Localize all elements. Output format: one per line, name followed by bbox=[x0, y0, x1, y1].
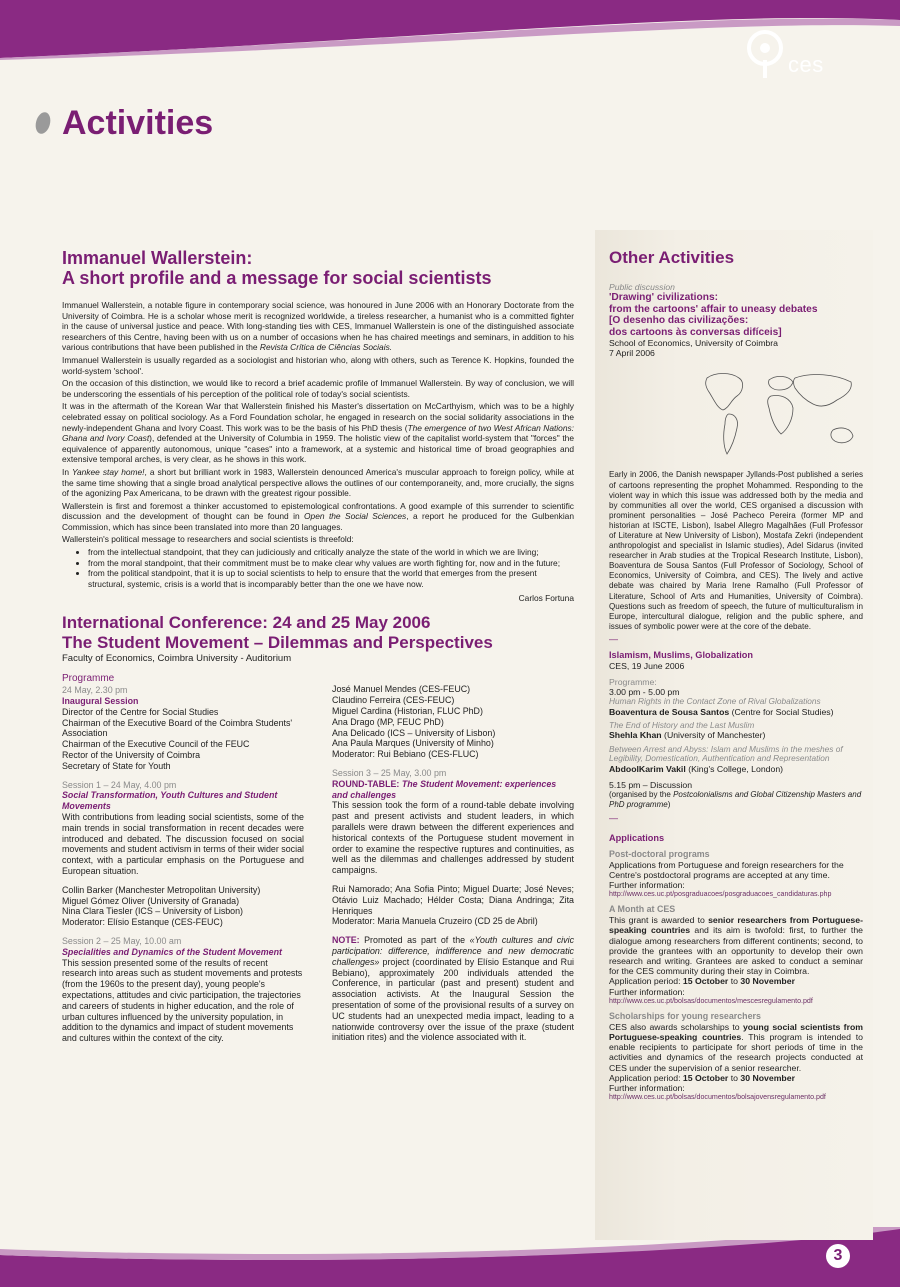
session-description: This session took the form of a round-table debate involving past and present activists and student leaders, in which parallels were drawn between the different experiences and historical contexts of the Portuguese student movement in order to examine the respective ruptures and continuities, as well as the dilemmas and challenges addressed by student campaigns. bbox=[332, 800, 574, 876]
participant: José Manuel Mendes (CES-FEUC) bbox=[332, 684, 471, 695]
participant: Claudino Ferreira (CES-FEUC) bbox=[332, 695, 455, 706]
profile-paragraph: Wallerstein's political message to researchers and social scientists is threefold: bbox=[62, 534, 354, 545]
session-date: Session 2 – 25 May, 10.00 am bbox=[62, 935, 182, 946]
session-title: Social Transformation, Youth Cultures and Student Movements bbox=[62, 790, 278, 812]
event-description: Early in 2006, the Danish newspaper Jyllands-Post published a series of cartoons representing the prophet Mohammed. Responding to the violent way in which this issue was addressed both by the media and by communities all over the world, CES organised a discussion with prominent personalities – José Pacheco Pereira (former MP and historian at ISCTE, Lisbon), Isabel Allegro Magalhães (Full Professor of Literature at New University of Lisbon), Mostafa Zekri (independent anthropologist and specialist in Islamic studies), Adel Sidarus (invited researcher in Arab studies at the Tropical Research Institute, Lisbon), Boaventura de Sousa Santos (Full Professor of Sociology, School of Economics, University of Coimbra, and CES). The lively and active debate was chaired by Maria Irene Ramalho (Full Professor of Literature, School of Arts and Humanities, University of Coimbra). Questions such as freedom of speech, the future of multiculturalism in Europe, intercultural dialogue, religion and the public sphere, and issues of symbolic power were at the core of the debate. bbox=[609, 470, 863, 631]
session-title: ROUND-TABLE: The Student Movement: experiences and challenges bbox=[332, 778, 557, 800]
profile-paragraph: Wallerstein is first and foremost a thinker accustomed to epistemological confrontations. A good example of this surrender to scientific discussion and the development of thought can be found in Open the Social Sciences, a report he produced for the Gulbenkian Commission, which has since been translated into more than 20 languages. bbox=[62, 500, 575, 532]
participant: Ana Delicado (ICS – University of Lisbon) bbox=[332, 727, 496, 738]
program-description: This grant is awarded to senior researchers from Portuguese-speaking countries and its aim is twofold: first, to further the dialogue among researchers from different continents; second, to provide the grantees with an opportunity to develop their own research and writing. Grantees are asked to conduct a seminar for the CES community during their stay in Coimbra. bbox=[609, 915, 863, 977]
participant: Moderator: Elísio Estanque (CES-FEUC) bbox=[62, 917, 223, 928]
event-title: 'Drawing' civilizations: from the cartoons' affair to uneasy debates [O desenho das civilizações: dos cartoons às conversas difíceis] bbox=[609, 292, 818, 338]
main-column bbox=[62, 248, 574, 1044]
program-title: Post-doctoral programs bbox=[609, 848, 710, 859]
message-list bbox=[62, 547, 574, 589]
program-title: A Month at CES bbox=[609, 904, 676, 915]
list-item: • from the moral standpoint, that their commitment must be to make clear why values are worth fighting for, now and in the future; bbox=[88, 558, 574, 569]
profile-paragraph: It was in the aftermath of the Korean War that Wallerstein finished his Master's dissertation on McCarthyism, which was to be a highly celebrated essay on political sociology. As a Ford Foundation scholar, he engaged in research on the social solidarity associations in the newly-independent Ghana and Ivory Coast. This work was to be the basis of his PhD thesis (The emergence of two West African Nations: Ghana and Ivory Coast), defended at the University of Columbia in 1959. The holistic view of the capitalist world-system that "forces" the equivalence of apparently autonomous, unique "cases" into a framework, at a systemic and historical time of broad geographies and extensive temporal arches, is very clear, as he shows in this work. bbox=[62, 401, 574, 465]
speaker: AbdoolKarim Vakil (King's College, London) bbox=[609, 763, 784, 774]
conference-venue: Faculty of Economics, Coimbra University - Auditorium bbox=[62, 653, 292, 665]
session-date: Session 1 – 24 May, 4.00 pm bbox=[62, 779, 177, 790]
talk-title: Between Arrest and Abyss: Islam and Muslims in the meshes of Legibility, Domestication, Authentication and Representation bbox=[609, 743, 843, 764]
other-activities-heading: Other Activities bbox=[609, 248, 735, 267]
participant: Collin Barker (Manchester Metropolitan University) bbox=[62, 884, 261, 895]
participant: Ana Drago (MP, FEUC PhD) bbox=[332, 716, 444, 727]
conference-heading: International Conference: 24 and 25 May 2006 The Student Movement – Dilemmas and Perspectives bbox=[62, 613, 493, 653]
scholarship-link[interactable]: http://www.ces.uc.pt/bolsas/documentos/bolsajovensregulamento.pdf bbox=[609, 1093, 826, 1102]
programme-column-left bbox=[62, 674, 304, 1044]
participant: Nina Clara Tiesler (ICS – University of Lisbon) bbox=[62, 906, 244, 917]
participant: Miguel Gómez Oliver (University of Granada) bbox=[62, 895, 240, 906]
author-signature: Carlos Fortuna bbox=[518, 593, 574, 604]
applications-heading: Applications bbox=[609, 832, 665, 843]
session-title: Inaugural Session bbox=[62, 696, 139, 707]
session-date: 24 May, 2.30 pm bbox=[62, 685, 128, 696]
profile-paragraph: Immanuel Wallerstein, a notable figure in contemporary social science, was honoured in June 2006 with an Honorary Doctorate from the University of Coimbra. He is a scholar whose merit is recognized worldwide, a tireless researcher, a humanist who is a committed fighter in the cause of universal justice and peace. With long-standing ties with CES, Immanuel Wallerstein is one of the distinguished associate researchers of this Centre, having been with us on a number of occasions when he has chaired meetings and seminars, in addition to his various contributions that have been published in the Revista Crítica de Ciências Sociais. bbox=[62, 300, 574, 353]
participant: Ana Paula Marques (University of Minho) bbox=[332, 738, 494, 749]
program-description: Applications from Portuguese and foreign researchers for the Centre's postdoctoral programs are accepted at any time. bbox=[609, 859, 844, 880]
session-title: Specialities and Dynamics of the Student Movement bbox=[62, 946, 282, 957]
session-date: Session 3 – 25 May, 3.00 pm bbox=[332, 768, 447, 779]
talk-title: Human Rights in the Contact Zone of Rival Globalizations bbox=[609, 696, 821, 707]
participant: Chairman of the Executive Board of the Coimbra Students' Association bbox=[62, 717, 293, 739]
world-map-icon bbox=[701, 364, 861, 464]
programme-label: Programme: bbox=[609, 676, 657, 687]
leaf-bullet-icon bbox=[33, 110, 53, 136]
profile-heading: Immanuel Wallerstein: A short profile and a message for social scientists bbox=[62, 248, 492, 288]
ces-logo-text: ces bbox=[788, 52, 824, 77]
participants-list: Rui Namorado; Ana Sofia Pinto; Miguel Duarte; José Neves; Otávio Luiz Machado; Hélder Costa; Diana Andringa; Zita Henriques bbox=[332, 883, 574, 916]
separator: — bbox=[609, 812, 618, 823]
postdoc-link[interactable]: http://www.ces.uc.pt/posgraduacoes/posgraduacoes_candidaturas.php bbox=[609, 890, 832, 899]
event-venue: School of Economics, University of Coimbra bbox=[609, 338, 778, 348]
application-period: Application period: 15 October to 30 November bbox=[609, 976, 795, 987]
organiser-note: (organised by the Postcolonialisms and Global Citizenship Masters and PhD programme) bbox=[609, 790, 862, 810]
list-item: • from the intellectual standpoint, that they can judiciously and critically analyze the state of the world in which we are living; bbox=[88, 547, 574, 558]
participant: Moderator: Rui Bebiano (CES-FLUC) bbox=[332, 749, 479, 760]
profile-paragraph: In Yankee stay home!, a short but brilliant work in 1983, Wallerstein denounced America's muscular approach to foreign policy, while at the same time showing that a single broad analytical perspective allows the outlines of our contemporaneity, and, more crucially, the signs of the agonizing Pax Americana, to be drawn with the greatest rigour possible. bbox=[62, 466, 574, 499]
programme-label: Programme bbox=[62, 673, 115, 685]
participant: Chairman of the Executive Council of the FEUC bbox=[62, 739, 250, 750]
participant: Rector of the University of Coimbra bbox=[62, 750, 201, 761]
further-info-label: Further information: bbox=[609, 880, 685, 891]
event-time: 3.00 pm - 5.00 pm bbox=[609, 686, 680, 697]
event-time: 5.15 pm – Discussion bbox=[609, 780, 693, 790]
list-item: • from the political standpoint, that it is up to social scientists to help to ensure that the world that emerges from the present structural, systemic, crisis is a world that is incomparably better than the one we have now. bbox=[88, 568, 574, 589]
moderator: Moderator: Maria Manuela Cruzeiro (CD 25 de Abril) bbox=[332, 916, 538, 927]
further-info-label: Further information: bbox=[609, 986, 685, 997]
speaker: Boaventura de Sousa Santos (Centre for Social Studies) bbox=[609, 706, 834, 717]
program-description: CES also awards scholarships to young social scientists from Portuguese-speaking countries. This program is intended to enable recipients to participate for short periods of time in the activities and dynamics of the research projects conducted at CES under the supervision of a senior researcher. bbox=[609, 1021, 863, 1073]
programme-column-right bbox=[332, 674, 574, 1044]
talk-title: The End of History and the Last Muslim bbox=[609, 719, 755, 730]
session-description: This session presented some of the results of recent research into areas such as student movements and protests (from the 1960s to the present day), young people's expectations, attitudes and civic participation, the trajectories and careers of students in higher education, and the role of urban cultures influenced by the university population, in addition to the dynamics and impact of student movements and cultures within the context of the city. bbox=[62, 957, 303, 1044]
participant: Director of the Centre for Social Studies bbox=[62, 706, 219, 717]
page-number: 3 bbox=[826, 1244, 850, 1268]
application-period: Application period: 15 October to 30 November bbox=[609, 1072, 795, 1083]
session-description: With contributions from leading social scientists, some of the main trends in social transformation in recent decades were introduced and debated. The discussion focused on social movements and student activism in terms of their wider social context, with a particular emphasis on the Portuguese and European situation. bbox=[62, 812, 304, 876]
program-title: Scholarships for young researchers bbox=[609, 1010, 761, 1021]
profile-paragraph: Immanuel Wallerstein is usually regarded as a sociologist and historian who, along with others, such as Terence K. Hopkins, founded the world-system 'school'. bbox=[62, 354, 574, 376]
further-info-label: Further information: bbox=[609, 1083, 685, 1094]
event-title: Islamism, Muslims, Globalization bbox=[609, 649, 753, 660]
speaker: Shehla Khan (University of Manchester) bbox=[609, 730, 766, 741]
profile-paragraph: On the occasion of this distinction, we would like to record a brief academic profile of Immanuel Wallerstein. By way of conclusion, we will be underscoring the essentials of his perception of the political role of today's social scientists. bbox=[62, 378, 574, 399]
event-date: CES, 19 June 2006 bbox=[609, 661, 685, 672]
participant: Secretary of State for Youth bbox=[62, 760, 171, 771]
other-activities-sidebar bbox=[609, 248, 863, 1101]
month-at-ces-link[interactable]: http://www.ces.uc.pt/bolsas/documentos/mescesregulamento.pdf bbox=[609, 996, 813, 1005]
page-title: Activities bbox=[62, 104, 214, 142]
separator: — bbox=[609, 633, 618, 644]
participant: Miguel Cardina (Historian, FLUC PhD) bbox=[332, 706, 483, 717]
event-date: 7 April 2006 bbox=[609, 348, 655, 359]
event-kicker: Public discussion bbox=[609, 282, 675, 292]
conference-note: NOTE: Promoted as part of the «Youth cultures and civic participation: difference, indifference and new democratic challenges» project (coordinated by Elísio Estanque and Rui Bebiano), approximately 200 individuals attended the Conference, in particular (past and present) student and association activists. At the Inaugural Session the presentation of some of the provisional results of a survey on UC students had an unexpected media impact, leading to a nationwide controversy over the issue of the praxe (student initiation rites) and the violence associated with it. bbox=[332, 935, 575, 1043]
